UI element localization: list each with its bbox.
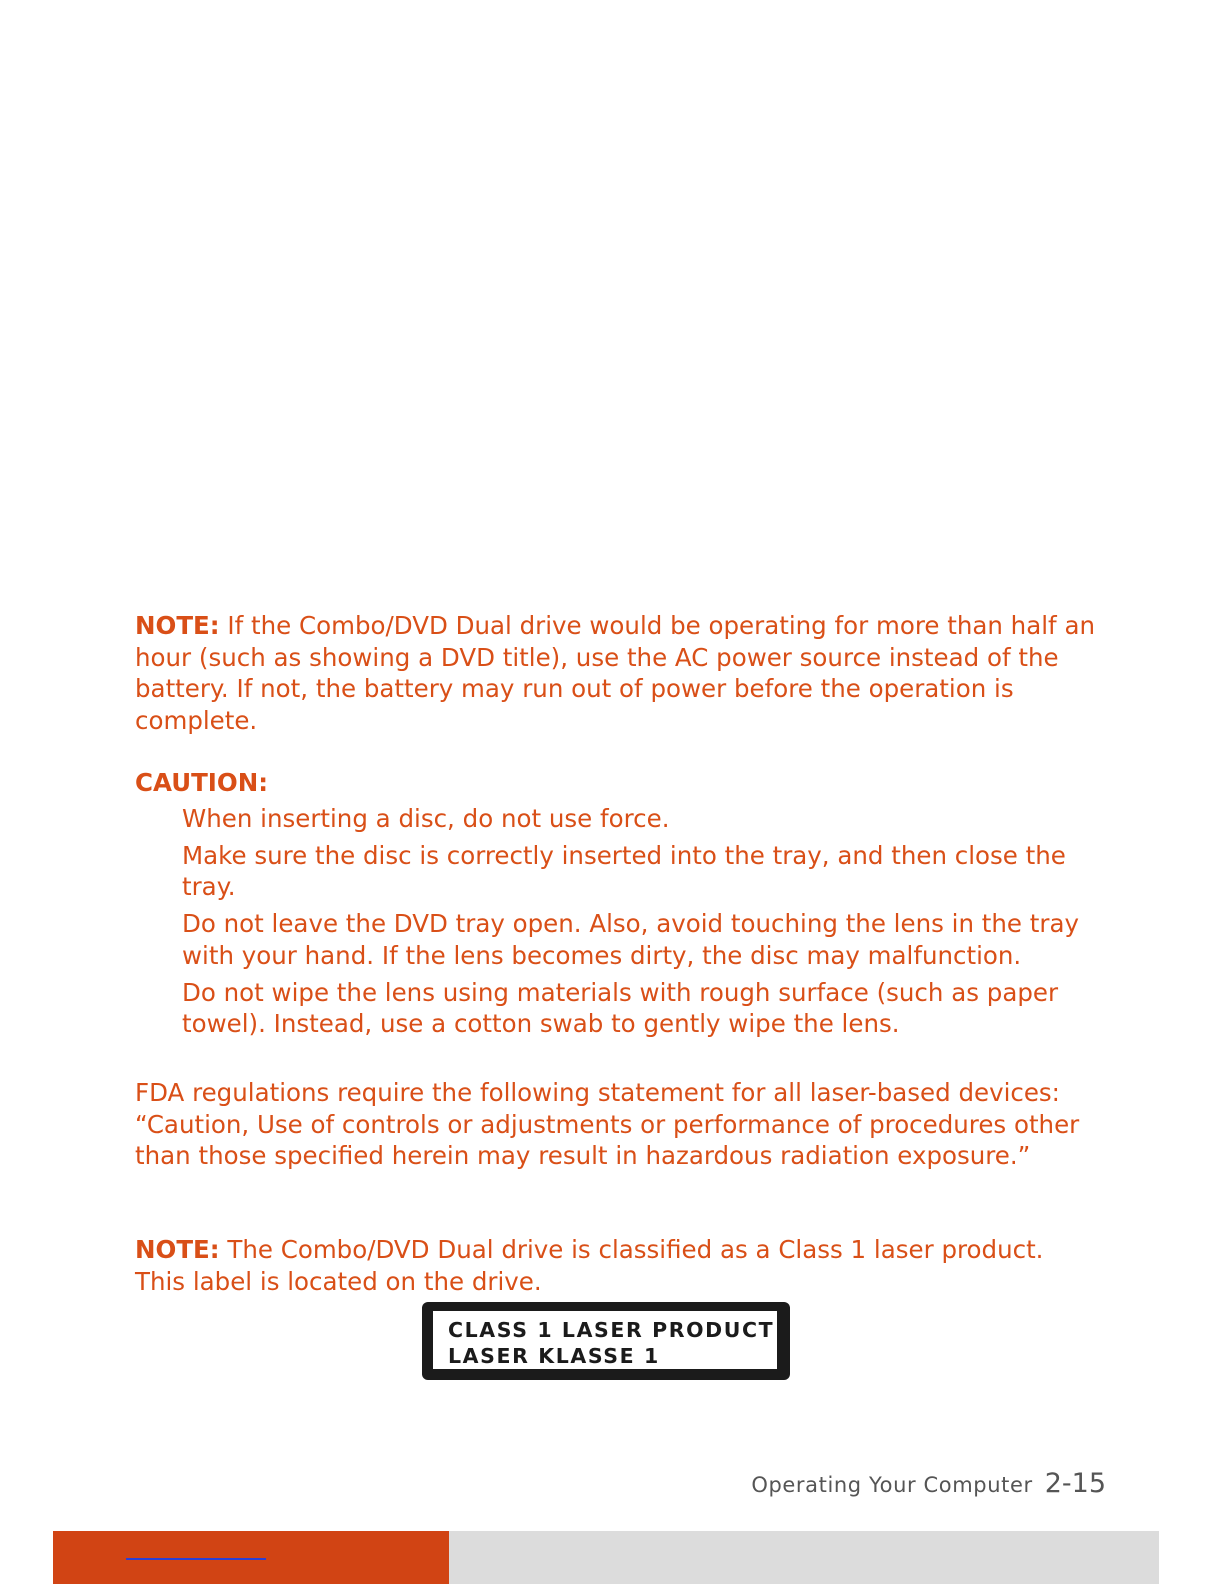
footer-page-number: 2-15 <box>1044 1468 1106 1499</box>
caution-item: Do not leave the DVD tray open. Also, avoid touching the lens in the tray with your hand. If the lens becomes dirty, the disc may malfunction. <box>182 909 1079 970</box>
note-text: The Combo/DVD Dual drive is classified as a Class 1 laser product. This label is located on the drive. <box>135 1235 1044 1296</box>
caution-item: When inserting a disc, do not use force. <box>182 804 670 833</box>
note-paragraph-power <box>135 610 1095 737</box>
laser-label-line-1: CLASS 1 LASER PRODUCT <box>448 1318 775 1342</box>
footer-link-underline[interactable] <box>126 1558 266 1560</box>
page-footer <box>751 1468 1106 1499</box>
caution-item: Make sure the disc is correctly inserted into the tray, and then close the tray. <box>182 840 1066 902</box>
note-paragraph-laser-class <box>135 1234 1095 1297</box>
footer-section-title: Operating Your Computer <box>751 1473 1033 1497</box>
note-text: If the Combo/DVD Dual drive would be operating for more than half an hour (such as showing a DVD title), use the AC power source instead of the battery. If not, the battery may run out of power before the operation is complete. <box>135 611 1095 736</box>
caution-list <box>182 803 1082 1045</box>
laser-class-label <box>422 1302 790 1380</box>
laser-label-line-2: LASER KLASSE 1 <box>448 1344 660 1368</box>
footer-bar-gray <box>449 1531 1159 1584</box>
note-label: NOTE: <box>135 1235 220 1264</box>
note-label: NOTE: <box>135 611 220 640</box>
laser-label-panel <box>433 1311 777 1369</box>
caution-heading: CAUTION: <box>135 768 269 797</box>
caution-item: Do not wipe the lens using materials with rough surface (such as paper towel). Instead, use a cotton swab to gently wipe the lens. <box>182 977 1059 1039</box>
fda-statement: FDA regulations require the following statement for all laser-based devices: “Caution, Use of controls or adjustments or performance of procedures other than those specified herein may result in hazardous radiation exposure.” <box>135 1078 1080 1171</box>
